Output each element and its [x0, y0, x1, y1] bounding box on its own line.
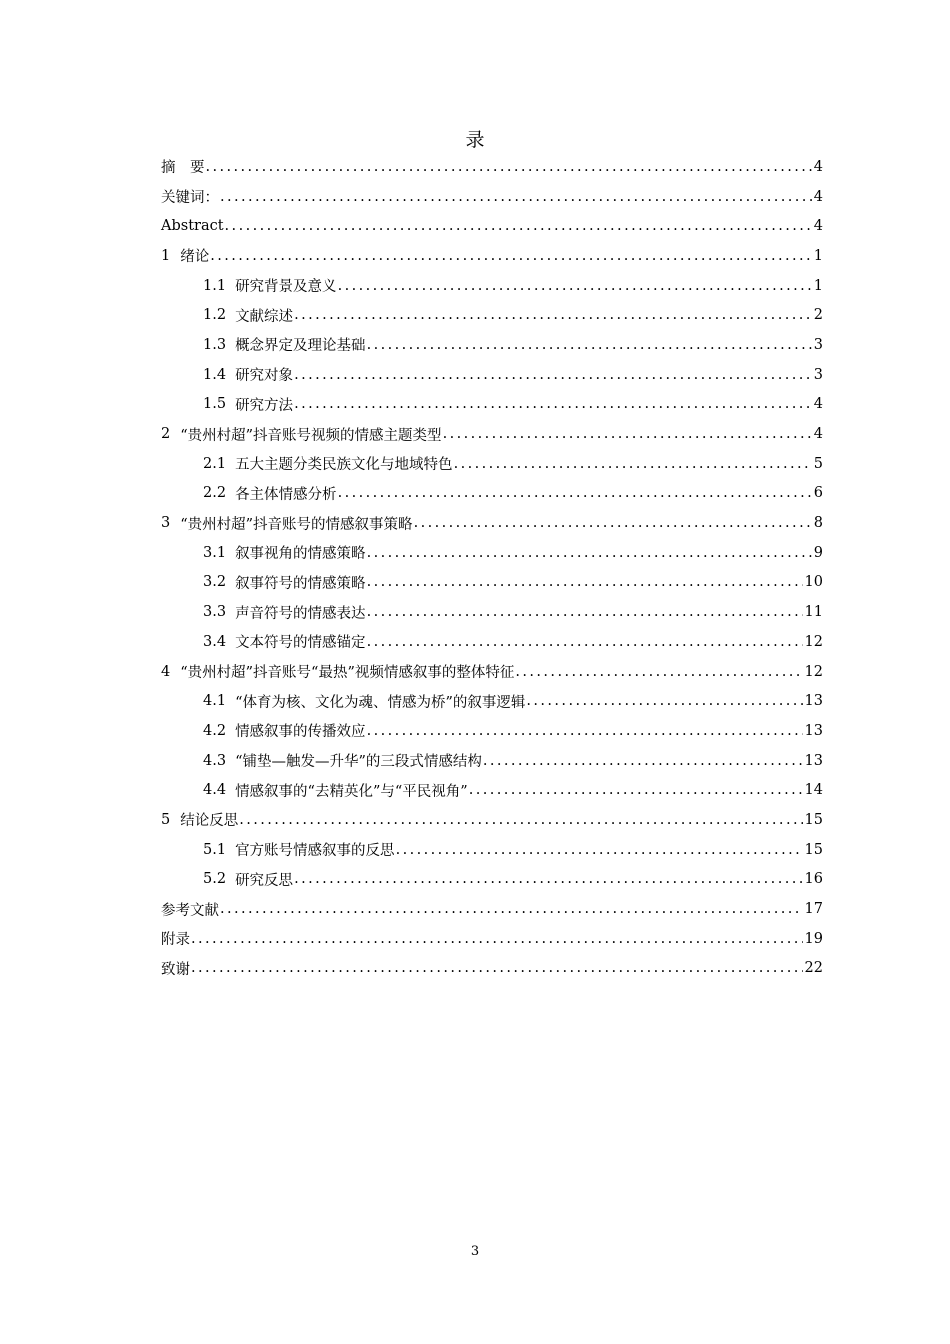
toc-entry-label: 文本符号的情感锚定: [235, 635, 366, 652]
toc-entry-number: 3.3: [203, 604, 227, 621]
toc-entry-label: “铺垫—触发—升华”的三段式情感结构: [235, 754, 482, 771]
toc-entry-page: 1: [813, 277, 823, 294]
toc-entry-number: 3.1: [203, 544, 227, 561]
toc-entry-number: 4.3: [203, 752, 227, 769]
toc-entry-label: 结论反思: [180, 813, 239, 830]
toc-dot-leader: [367, 574, 803, 590]
toc-entry-label: 叙事视角的情感策略: [235, 546, 366, 563]
toc-entry-label: 研究方法: [235, 397, 294, 414]
table-of-contents: [161, 152, 823, 983]
toc-entry-page: 4: [813, 218, 823, 235]
toc-dot-leader: [338, 485, 812, 501]
toc-entry-label: 参考文献: [161, 902, 219, 919]
toc-entry[interactable]: [161, 271, 823, 301]
toc-entry-label: 情感叙事的传播效应: [235, 724, 366, 741]
toc-entry-number: 1.2: [203, 307, 227, 324]
toc-entry[interactable]: [161, 419, 823, 449]
toc-entry-label: 研究反思: [235, 872, 294, 889]
toc-entry[interactable]: [161, 835, 823, 865]
toc-entry-page: 4: [813, 396, 823, 413]
toc-entry-label: 关键词：: [161, 190, 219, 207]
toc-entry-number: 4.4: [203, 782, 227, 799]
toc-dot-leader: [515, 664, 802, 680]
toc-dot-leader: [206, 159, 812, 175]
toc-entry[interactable]: [161, 746, 823, 776]
toc-entry-number: 3.2: [203, 574, 227, 591]
toc-dot-leader: [367, 634, 803, 650]
toc-entry-number: 4.1: [203, 693, 227, 710]
toc-entry-label: 叙事符号的情感策略: [235, 575, 366, 592]
toc-entry-page: 4: [813, 426, 823, 443]
toc-entry[interactable]: [161, 627, 823, 657]
toc-entry-label: 各主体情感分析: [235, 486, 337, 503]
toc-dot-leader: [294, 307, 812, 323]
toc-entry[interactable]: [161, 241, 823, 271]
toc-entry-number: 5.1: [203, 841, 227, 858]
toc-entry-label: 文献综述: [235, 308, 294, 325]
toc-dot-leader: [191, 931, 803, 947]
toc-entry-page: 17: [804, 901, 823, 918]
toc-dot-leader: [396, 842, 803, 858]
toc-entry[interactable]: [161, 775, 823, 805]
toc-entry-number: 1: [161, 247, 171, 264]
toc-entry-number: 1.4: [203, 366, 227, 383]
toc-entry[interactable]: [161, 211, 823, 241]
toc-entry[interactable]: [161, 686, 823, 716]
toc-entry[interactable]: [161, 597, 823, 627]
toc-dot-leader: [367, 337, 812, 353]
toc-entry-page: 13: [804, 693, 823, 710]
toc-entry-page: 4: [813, 158, 823, 175]
toc-entry-number: 3: [161, 515, 171, 532]
toc-entry[interactable]: [161, 152, 823, 182]
toc-entry-page: 10: [804, 574, 823, 591]
toc-dot-leader: [367, 723, 803, 739]
toc-entry-page: 14: [804, 782, 823, 799]
toc-entry[interactable]: [161, 805, 823, 835]
toc-entry-number: 4.2: [203, 722, 227, 739]
toc-entry-page: 22: [804, 960, 823, 977]
toc-entry[interactable]: [161, 657, 823, 687]
toc-entry[interactable]: [161, 330, 823, 360]
toc-entry-page: 9: [813, 544, 823, 561]
toc-entry-page: 15: [804, 811, 823, 828]
toc-entry[interactable]: [161, 568, 823, 598]
toc-entry-number: 1.5: [203, 396, 227, 413]
toc-entry-label: “体育为核、文化为魂、情感为桥”的叙事逻辑: [235, 694, 526, 711]
toc-entry-page: 16: [804, 871, 823, 888]
toc-dot-leader: [294, 871, 802, 887]
toc-entry[interactable]: [161, 360, 823, 390]
page-number: 3: [470, 1244, 480, 1259]
toc-entry-page: 1: [813, 247, 823, 264]
toc-dot-leader: [367, 604, 803, 620]
toc-dot-leader: [225, 218, 812, 234]
toc-entry-page: 3: [813, 336, 823, 353]
toc-entry-page: 4: [813, 188, 823, 205]
toc-entry[interactable]: [161, 390, 823, 420]
toc-entry-label: “贵州村超”抖音账号视频的情感主题类型: [180, 427, 442, 444]
toc-entry-page: 11: [804, 604, 823, 621]
toc-dot-leader: [526, 693, 802, 709]
toc-dot-leader: [367, 545, 812, 561]
toc-entry-page: 6: [813, 485, 823, 502]
toc-dot-leader: [414, 515, 812, 531]
toc-entry-label: 摘 要: [161, 160, 205, 177]
toc-entry-label: “贵州村超”抖音账号的情感叙事策略: [180, 516, 413, 533]
toc-entry[interactable]: [161, 954, 823, 984]
toc-dot-leader: [210, 248, 812, 264]
toc-entry[interactable]: [161, 449, 823, 479]
toc-entry-number: 2.2: [203, 485, 227, 502]
toc-entry-label: 研究对象: [235, 368, 294, 385]
toc-dot-leader: [220, 189, 812, 205]
toc-entry-page: 2: [813, 307, 823, 324]
toc-entry-page: 3: [813, 366, 823, 383]
toc-entry-number: 1.1: [203, 277, 227, 294]
toc-entry-page: 12: [804, 633, 823, 650]
toc-entry-number: 5.2: [203, 871, 227, 888]
toc-entry-number: 2.1: [203, 455, 227, 472]
toc-entry-label: 五大主题分类民族文化与地域特色: [235, 457, 453, 474]
toc-entry[interactable]: [161, 894, 823, 924]
toc-entry-page: 13: [804, 752, 823, 769]
toc-entry-number: 2: [161, 426, 171, 443]
toc-entry[interactable]: [161, 865, 823, 895]
toc-entry[interactable]: [161, 538, 823, 568]
toc-entry-label: 致谢: [161, 961, 190, 978]
toc-entry[interactable]: [161, 924, 823, 954]
toc-entry-page: 8: [813, 515, 823, 532]
toc-entry[interactable]: [161, 300, 823, 330]
toc-dot-leader: [443, 426, 812, 442]
toc-entry-number: 4: [161, 663, 171, 680]
toc-entry[interactable]: [161, 716, 823, 746]
toc-entry-label: 情感叙事的“去精英化”与“平民视角”: [235, 783, 468, 800]
toc-dot-leader: [220, 901, 803, 917]
toc-entry-label: 绪论: [180, 249, 210, 266]
toc-dot-leader: [294, 367, 812, 383]
toc-entry-label: 概念界定及理论基础: [235, 338, 366, 355]
toc-entry[interactable]: [161, 479, 823, 509]
toc-entry-page: 15: [804, 841, 823, 858]
toc-entry-label: Abstract: [161, 218, 224, 235]
toc-dot-leader: [483, 753, 803, 769]
toc-entry-label: 研究背景及意义: [235, 279, 337, 296]
toc-entry[interactable]: [161, 508, 823, 538]
toc-entry-label: 附录: [161, 932, 190, 949]
toc-entry-page: 5: [813, 455, 823, 472]
toc-dot-leader: [239, 812, 802, 828]
toc-entry-label: “贵州村超”抖音账号“最热”视频情感叙事的整体特征: [180, 665, 515, 682]
toc-title: 录: [465, 129, 485, 151]
toc-dot-leader: [294, 396, 812, 412]
toc-dot-leader: [338, 278, 812, 294]
toc-entry-label: 声音符号的情感表达: [235, 605, 366, 622]
toc-entry-page: 19: [804, 930, 823, 947]
toc-entry-number: 1.3: [203, 336, 227, 353]
toc-entry[interactable]: [161, 182, 823, 212]
toc-entry-page: 12: [804, 663, 823, 680]
toc-entry-label: 官方账号情感叙事的反思: [235, 843, 395, 860]
toc-entry-number: 5: [161, 811, 171, 828]
toc-dot-leader: [191, 960, 803, 976]
toc-entry-number: 3.4: [203, 633, 227, 650]
toc-entry-page: 13: [804, 722, 823, 739]
toc-dot-leader: [454, 456, 812, 472]
toc-dot-leader: [469, 782, 803, 798]
